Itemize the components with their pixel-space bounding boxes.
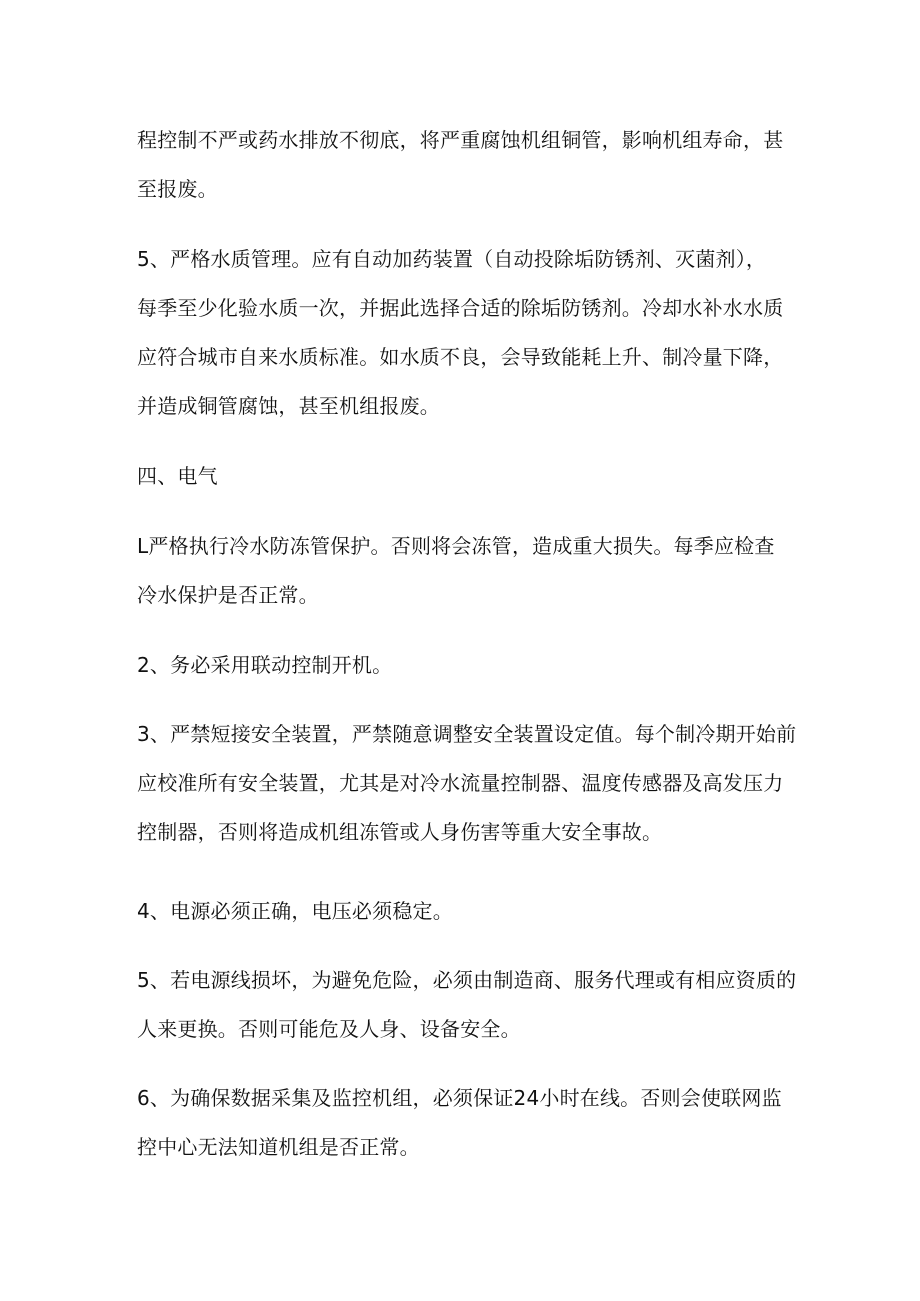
paragraph-1-line-1: 每季至少化验水质一次，并据此选择合适的除垢防锈剂。冷却水补水水质 [137,296,784,320]
paragraph-7-line-0: 5、若电源线损坏，为避免危险，必须由制造商、服务代理或有相应资质的 [137,968,797,992]
paragraph-5-line-0: 3、严禁短接安全装置，严禁随意调整安全装置设定值。每个制冷期开始前 [137,722,797,746]
paragraph-5-line-1: 应校准所有安全装置，尤其是对冷水流量控制器、温度传感器及高发压力 [137,771,784,795]
paragraph-0-line-0: 程控制不严或药水排放不彻底，将严重腐蚀机组铜管，影响机组寿命，甚 [137,128,784,152]
paragraph-6-line-0: 4、电源必须正确，电压必须稳定。 [137,899,453,923]
section-heading-electrical: 四、电气 [137,464,218,488]
paragraph-1-line-3: 并造成铜管腐蚀，甚至机组报废。 [137,394,440,418]
paragraph-4-line-0: 2、务必采用联动控制开机。 [137,653,393,677]
paragraph-3-line-1: 冷水保护是否正常。 [137,583,319,607]
paragraph-3-line-0: L严格执行冷水防冻管保护。否则将会冻管，造成重大损失。每季应检查 [137,534,775,558]
paragraph-8-line-0: 6、为确保数据采集及监控机组，必须保证24小时在线。否则会使联网监 [137,1086,782,1110]
paragraph-8-line-1: 控中心无法知道机组是否正常。 [137,1135,420,1159]
paragraph-1-line-0: 5、严格水质管理。应有自动加药装置（自动投除垢防锈剂、灭菌剂）， [137,247,767,271]
paragraph-0-line-1: 至报废。 [137,177,218,201]
paragraph-1-line-2: 应符合城市自来水质标准。如水质不良，会导致能耗上升、制冷量下降， [137,345,784,369]
paragraph-7-line-1: 人来更换。否则可能危及人身、设备安全。 [137,1017,521,1041]
paragraph-5-line-2: 控制器，否则将造成机组冻管或人身伤害等重大安全事故。 [137,820,663,844]
